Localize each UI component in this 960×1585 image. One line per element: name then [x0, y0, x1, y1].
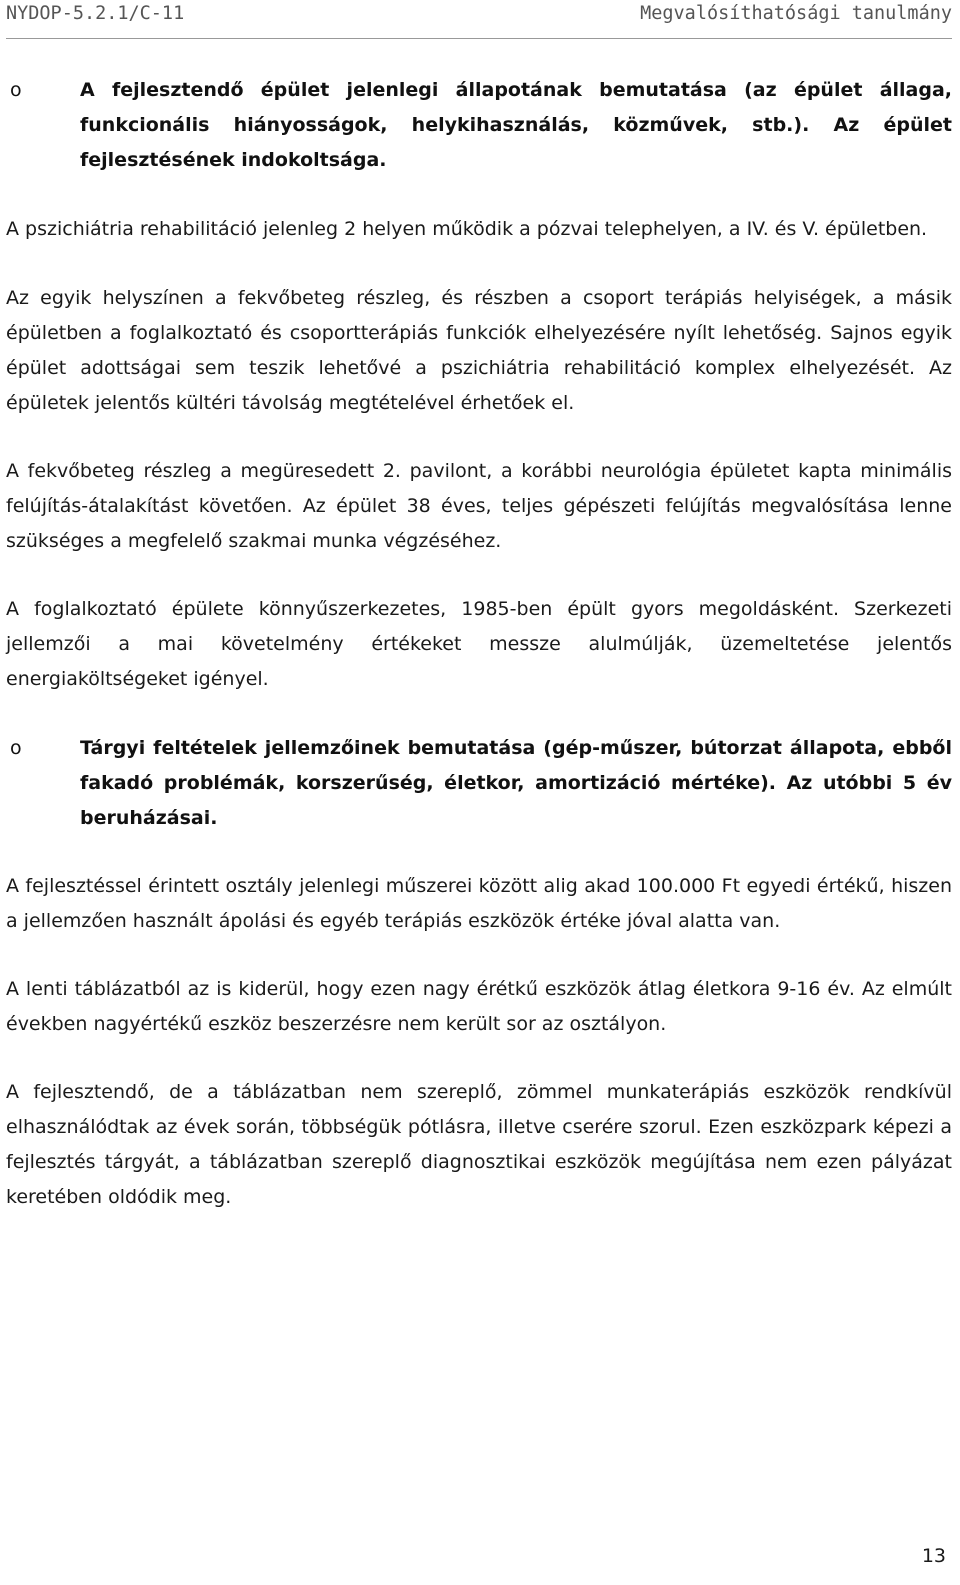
- paragraph: Az egyik helyszínen a fekvőbeteg részleg, és részben a csoport terápiás helyiségek, a másik épületben a foglalkoztató és csoportterápiás funkciók elhelyezésére nyílt lehetőség. Sajnos egyik épület adottságai sem teszik lehetővé a pszichiátria rehabilitáció komplex elhelyezését. Az épületek jelentős kültéri távolság megtételével érhetőek el.: [6, 287, 952, 414]
- paragraph: A fekvőbeteg részleg a megüresedett 2. pavilont, a korábbi neurológia épületet kapta minimális felújítás-átalakítást követően. Az épület 38 éves, teljes gépészeti felújítás megvalósítása lenne szükséges a megfelelő szakmai munka végzéséhez.: [6, 460, 952, 552]
- document-code: NYDOP-5.2.1/C-11: [6, 3, 185, 24]
- document-body: [6, 73, 952, 1215]
- bullet-marker: o: [10, 737, 22, 759]
- paragraph: A pszichiátria rehabilitáció jelenleg 2 helyen működik a pózvai telephelyen, a IV. és V. épületben.: [6, 218, 928, 240]
- page-number: 13: [921, 1545, 946, 1567]
- section-heading-text: A fejlesztendő épület jelenlegi állapotának bemutatása (az épület állaga, funkcionális hiányosságok, helykihasználás, közművek, stb.). Az épület fejlesztésének indokoltsága.: [80, 79, 952, 171]
- bullet-marker: o: [10, 79, 22, 101]
- paragraph: A lenti táblázatból az is kiderül, hogy ezen nagy érétkű eszközök átlag életkora 9-16 év. Az elmúlt években nagyértékű eszköz beszerzésre nem került sor az osztályon.: [6, 978, 952, 1035]
- section-heading-building-condition: [6, 73, 952, 178]
- paragraph: A fejlesztéssel érintett osztály jelenlegi műszerei között alig akad 100.000 Ft egyedi értékű, hiszen a jellemzően használt ápolási és egyéb terápiás eszközök értéke jóval alatta van.: [6, 875, 952, 932]
- section-heading-text: Tárgyi feltételek jellemzőinek bemutatása (gép-műszer, bútorzat állapota, ebből fakadó problémák, korszerűség, életkor, amortizáció mértéke). Az utóbbi 5 év beruházásai.: [80, 737, 952, 829]
- section-heading-equipment: [6, 731, 952, 836]
- paragraph: A foglalkoztató épülete könnyűszerkezetes, 1985-ben épült gyors megoldásként. Szerkezeti jellemzői a mai követelmény értékeket messze alulmúlják, üzemeltetése jelentős energiaköltségeket igényel.: [6, 598, 952, 690]
- page-header: [6, 0, 952, 39]
- document-title: Megvalósíthatósági tanulmány: [640, 3, 952, 24]
- paragraph: A fejlesztendő, de a táblázatban nem szereplő, zömmel munkaterápiás eszközök rendkívül elhasználódtak az évek során, többségük pótlásra, illetve cserére szorul. Ezen eszközpark képezi a fejlesztés tárgyát, a táblázatban szereplő diagnosztikai eszközök megújítása nem ezen pályázat keretében oldódik meg.: [6, 1081, 952, 1208]
